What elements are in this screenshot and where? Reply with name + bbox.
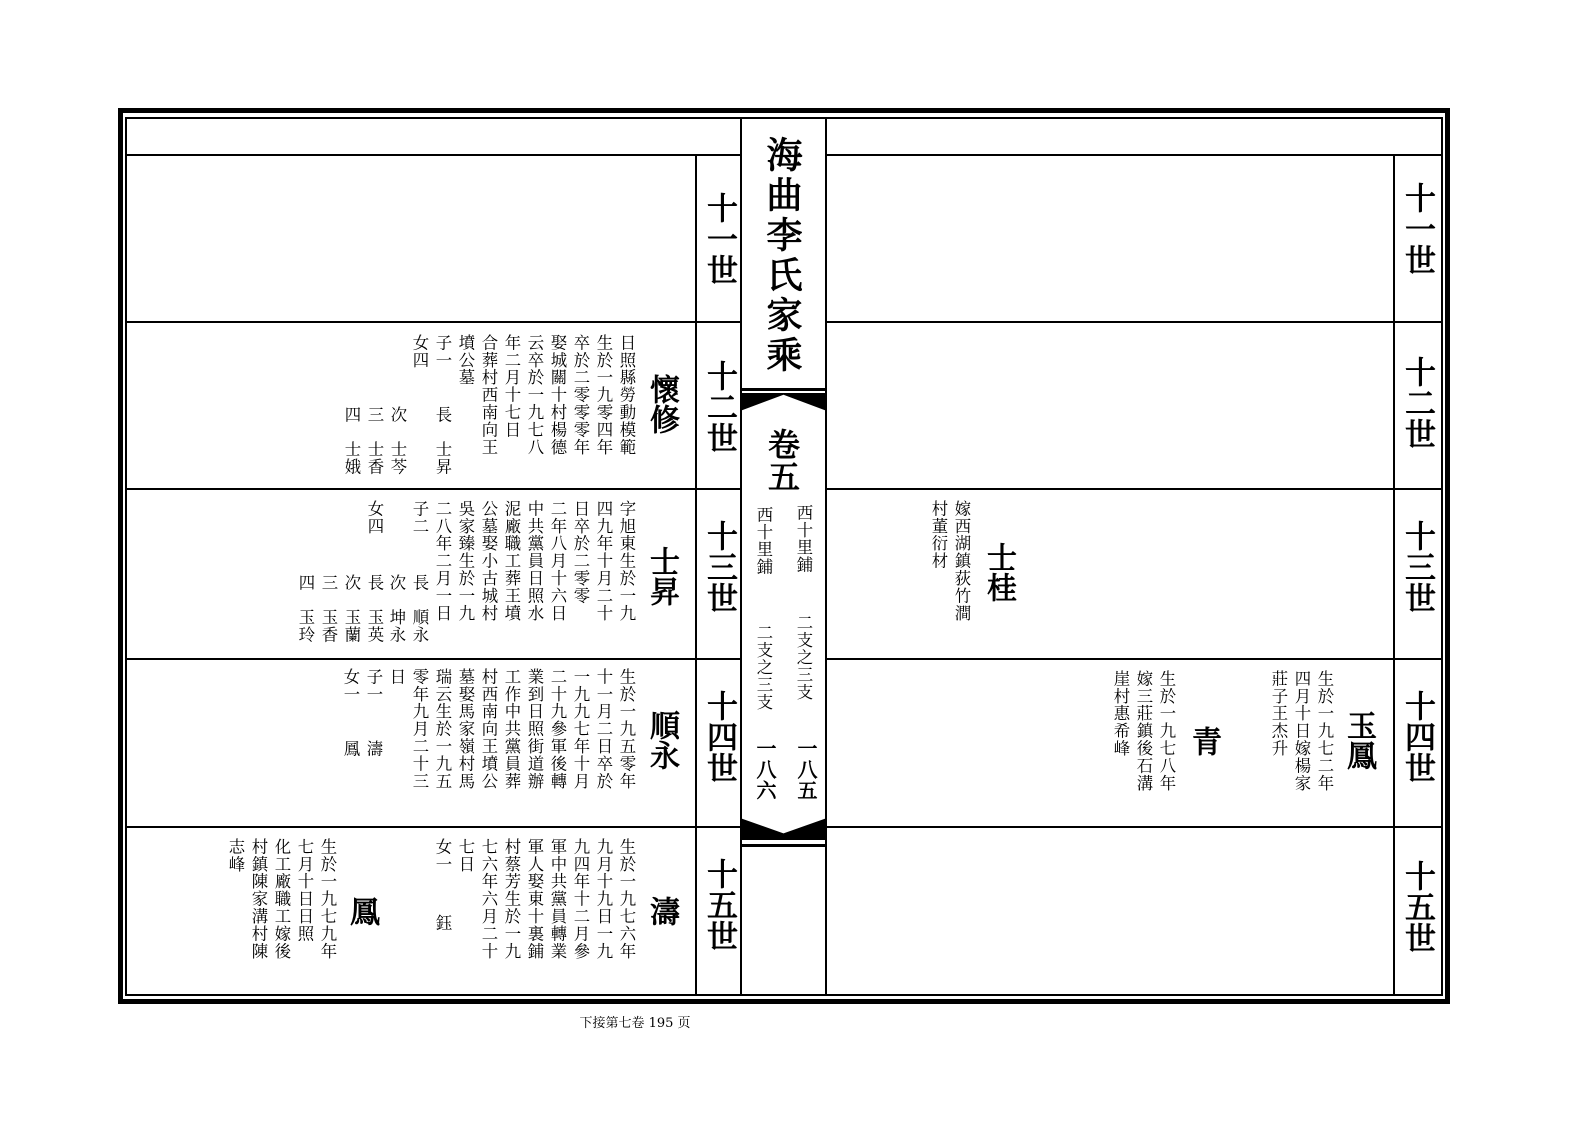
bio-line: 二十九參軍後轉 — [548, 668, 567, 790]
bio-line: 卒於二零零零年 — [571, 334, 590, 456]
gen-label-13-right: 十三世 — [1399, 520, 1435, 613]
left-row-divider — [127, 321, 740, 323]
volume-label: 卷五 — [763, 428, 801, 492]
spine-page-right: 一八五 — [794, 738, 818, 801]
bio-line: 業到日照街道辦 — [525, 668, 544, 790]
child-name: 鳳 — [341, 740, 360, 758]
children-summary: 女一 — [433, 838, 452, 873]
bio-line: 志峰 — [226, 838, 245, 873]
bio-line: 二八年二月一日 — [433, 500, 452, 622]
bio-line: 生於一九七九年 — [318, 838, 337, 960]
children-summary: 女四 — [365, 500, 384, 535]
gen-label-15-left: 十五世 — [701, 858, 737, 951]
spine-branch-right: 二支之三支 — [794, 614, 813, 701]
bio-line: 公墓娶小古城村 — [479, 500, 498, 622]
person-name-shunyong: 順永 — [644, 710, 679, 770]
person-name-tao: 濤 — [644, 896, 679, 926]
bio-line: 嫁西湖鎮荻竹澗 — [952, 500, 971, 622]
bio-line: 村鎮陳家溝村陳 — [249, 838, 268, 960]
children-summary: 子一 — [433, 334, 452, 369]
bio-line: 生於一九七二年 — [1315, 670, 1334, 792]
bio-line: 七月十日日照 — [295, 838, 314, 943]
bio-line: 工作中共黨員葬 — [502, 668, 521, 790]
bio-line: 村蔡芳生於一九 — [502, 838, 521, 960]
bio-line: 娶城關十村楊德 — [548, 334, 567, 456]
bio-line: 云卒於一九七八 — [525, 334, 544, 456]
bio-line: 生於一九零四年 — [594, 334, 613, 456]
spine-place-right: 西十里鋪 — [794, 504, 813, 574]
bio-line: 零年九月二十三 — [410, 668, 429, 790]
right-gen-column-rule — [1393, 154, 1395, 995]
bio-line: 莊子王杰升 — [1269, 670, 1288, 757]
child-name: 長 順永 — [410, 574, 429, 644]
gen-label-12-right: 十二世 — [1399, 356, 1435, 449]
spine-place-left: 西十里鋪 — [754, 506, 773, 576]
bio-line: 崖村惠希峰 — [1111, 670, 1130, 757]
bio-line: 九月十九日一九 — [594, 838, 613, 960]
page-footer: 下接第七卷 195 页 — [579, 1016, 691, 1031]
child-name: 三 士香 — [365, 406, 384, 476]
left-row-divider — [127, 826, 740, 828]
spine-page-left: 一八六 — [753, 738, 777, 801]
bio-line: 字旭東生於一九 — [617, 500, 636, 622]
bio-line: 七日 — [456, 838, 475, 873]
bio-line: 合葬村西南向王 — [479, 334, 498, 456]
bio-line: 九四年十二月參 — [571, 838, 590, 960]
gen-label-15-right: 十五世 — [1399, 860, 1435, 953]
children-summary: 子二 — [410, 500, 429, 535]
bio-line: 軍中共黨員轉業 — [548, 838, 567, 960]
children-summary: 子一 — [364, 668, 383, 703]
bio-line: 墓娶馬家嶺村馬 — [456, 668, 475, 790]
child-name: 長 士昇 — [433, 406, 452, 476]
right-header-rule — [826, 154, 1441, 156]
bio-line: 生於一九五零年 — [617, 668, 636, 790]
child-name: 四 玉玲 — [296, 574, 315, 644]
child-name: 次 士芩 — [388, 406, 407, 476]
bio-line: 村西南向王墳公 — [479, 668, 498, 790]
child-name: 濤 — [364, 740, 383, 758]
child-name: 次 玉蘭 — [342, 574, 361, 644]
bio-line: 化工廠職工嫁後 — [272, 838, 291, 960]
bio-line: 村董衍材 — [929, 500, 948, 570]
bio-line: 生於一九七六年 — [617, 838, 636, 960]
bio-line: 日照縣勞動模範 — [617, 334, 636, 456]
bio-line: 年二月十七日 — [502, 334, 521, 439]
bio-line: 瑞云生於一九五 — [433, 668, 452, 790]
bio-line: 泥廠職工葬王墳 — [502, 500, 521, 622]
gen-label-13-left: 十三世 — [701, 520, 737, 613]
spine-right-rule — [825, 117, 827, 996]
gen-label-14-right: 十四世 — [1399, 690, 1435, 783]
bio-line: 日 — [387, 668, 406, 686]
bio-line: 嫁三莊鎮後石溝 — [1134, 670, 1153, 792]
child-name: 鈺 — [433, 914, 452, 932]
spine-branch-left: 二支之三支 — [754, 624, 773, 711]
person-name-feng: 鳳 — [344, 896, 379, 926]
children-summary: 女四 — [410, 334, 429, 369]
left-row-divider — [127, 658, 740, 660]
spine-top-bar — [740, 388, 827, 391]
person-name-shisheng: 士昇 — [644, 546, 679, 606]
left-header-rule — [127, 154, 740, 156]
gen-label-12-left: 十二世 — [701, 360, 737, 453]
person-name-qing: 青 — [1186, 726, 1221, 756]
spine-left-rule — [740, 117, 742, 996]
bio-line: 日卒於二零零 — [571, 500, 590, 605]
left-gen-column-rule — [695, 154, 697, 995]
person-name-shigui: 士桂 — [981, 542, 1016, 602]
spine-bottom-bar — [740, 844, 827, 847]
bio-line: 軍人娶東十裏鋪 — [525, 838, 544, 960]
left-row-divider — [127, 488, 740, 490]
genealogy-title: 海曲李氏家乘 — [761, 136, 803, 376]
child-name: 長 玉英 — [365, 574, 384, 644]
children-summary: 女一 — [341, 668, 360, 703]
bio-line: 七六年六月二十 — [479, 838, 498, 960]
bio-line: 一九九七年十月 — [571, 668, 590, 790]
child-name: 三 玉香 — [319, 574, 338, 644]
person-name-huaixiu: 懷修 — [644, 374, 679, 434]
bio-line: 四月十日嫁楊家 — [1292, 670, 1311, 792]
gen-label-14-left: 十四世 — [701, 690, 737, 783]
bio-line: 吳家臻生於一九 — [456, 500, 475, 622]
child-name: 次 坤永 — [387, 574, 406, 644]
child-name: 四 士娥 — [342, 406, 361, 476]
person-name-yufeng: 玉鳳 — [1341, 710, 1376, 770]
gen-label-11-right: 十一世 — [1399, 182, 1435, 275]
right-row-divider — [826, 826, 1441, 828]
right-row-divider — [826, 321, 1441, 323]
right-row-divider — [826, 658, 1441, 660]
bio-line: 生於一九七八年 — [1157, 670, 1176, 792]
right-row-divider — [826, 488, 1441, 490]
bio-line: 墳公墓 — [456, 334, 475, 387]
bio-line: 十一月二日卒於 — [594, 668, 613, 790]
bio-line: 二年八月十六日 — [548, 500, 567, 622]
bio-line: 四九年十月二十 — [594, 500, 613, 622]
gen-label-11-left: 十一世 — [701, 192, 737, 285]
bio-line: 中共黨員日照水 — [525, 500, 544, 622]
